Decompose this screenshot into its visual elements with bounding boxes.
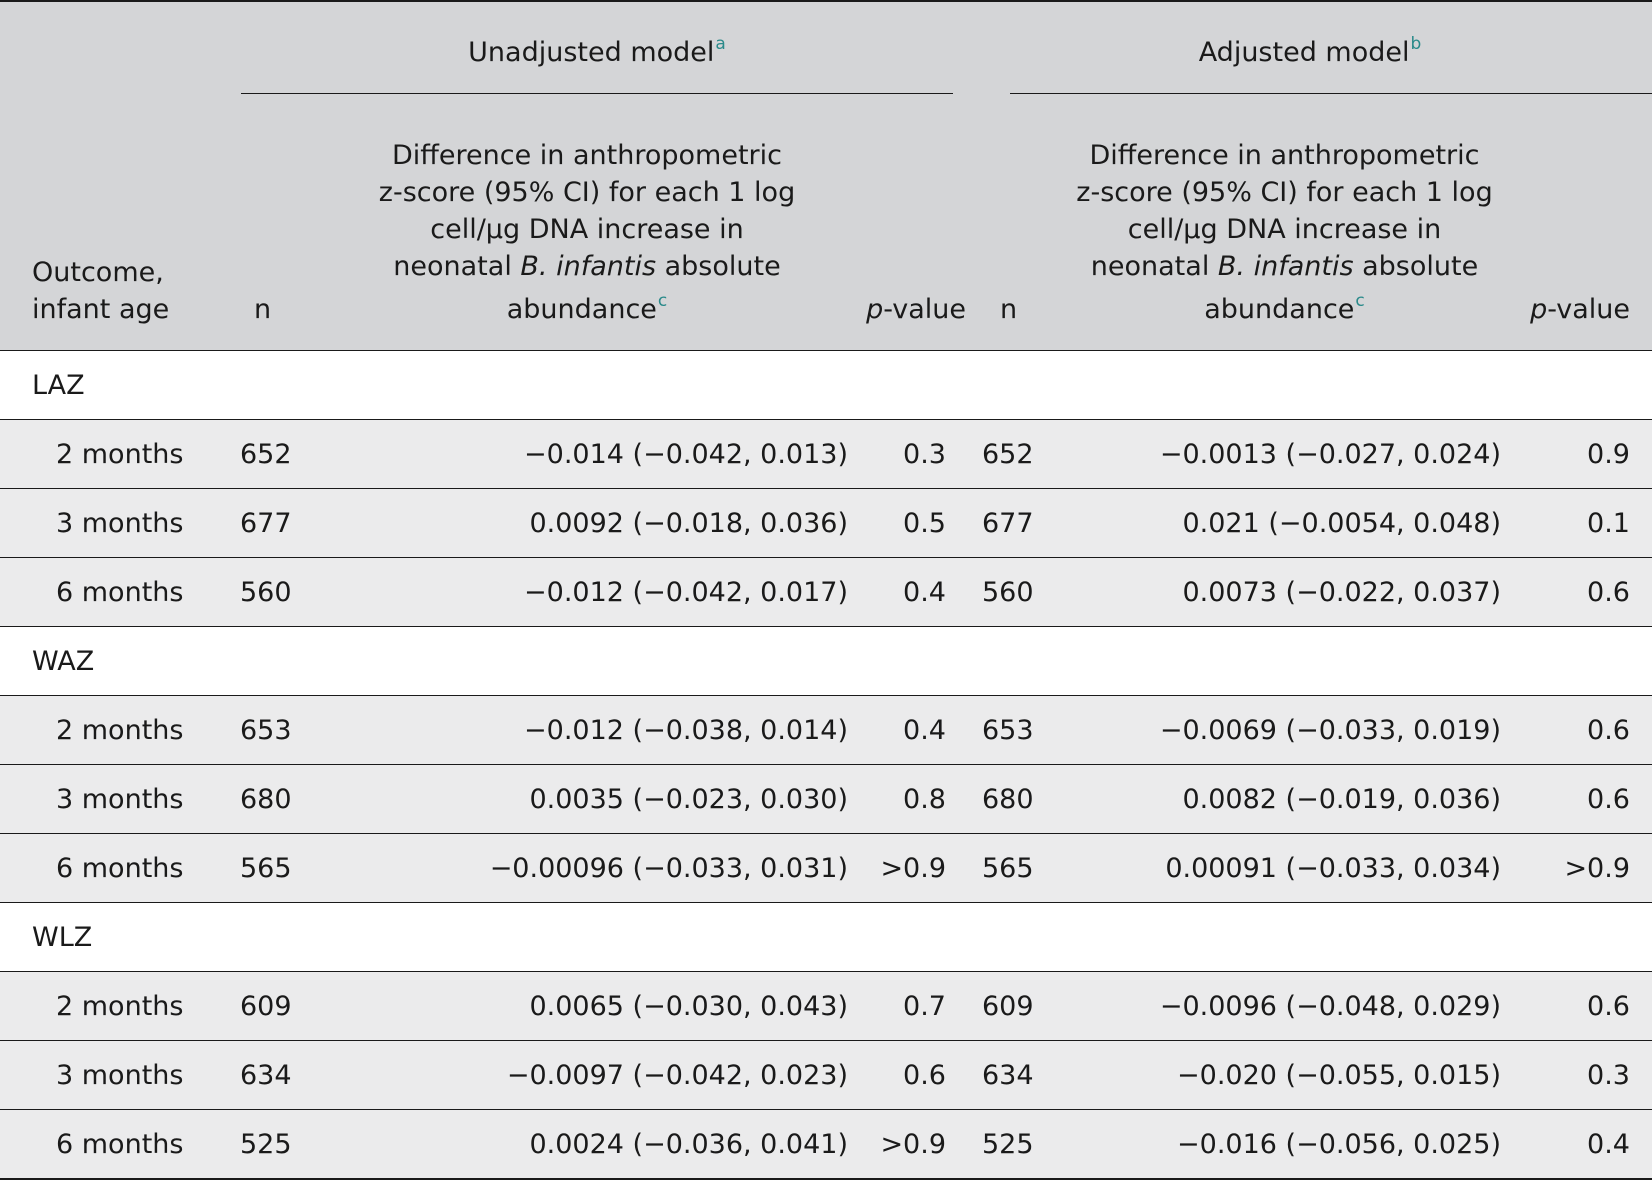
n-unadjusted-cell: 565 [226, 834, 326, 903]
diff-header-species: B. infantis [1217, 251, 1354, 282]
outcome-column-header [0, 94, 226, 351]
n-adjusted-cell: 652 [968, 420, 1068, 489]
unadjusted-footnote-marker: a [715, 34, 726, 54]
adjusted-footnote-marker: b [1410, 34, 1422, 54]
p-value-adjusted-cell: 0.6 [1501, 765, 1652, 834]
p-value-unadjusted-cell: >0.9 [848, 834, 968, 903]
outcome-group-row [0, 627, 1652, 696]
diff-header-line4-pre: neonatal [1090, 251, 1218, 282]
table-row [0, 1110, 1652, 1180]
n-adjusted-cell: 677 [968, 489, 1068, 558]
n-unadjusted-cell: 525 [226, 1110, 326, 1180]
p-value-adjusted-cell: 0.9 [1501, 420, 1652, 489]
diff-header-line1: Difference in anthropometric [392, 140, 782, 171]
adjusted-model-label: Adjusted model [1198, 37, 1410, 68]
unadjusted-model-label: Unadjusted model [468, 37, 715, 68]
column-header-row [0, 94, 1652, 351]
p-value-column-header-adjusted [1501, 94, 1652, 351]
table-row [0, 765, 1652, 834]
diff-header-line3: cell/µg DNA increase in [430, 214, 744, 245]
difference-adjusted-cell: −0.0069 (−0.033, 0.019) [1068, 696, 1501, 765]
table-row [0, 420, 1652, 489]
diff-footnote-marker: c [1355, 291, 1365, 311]
n-adjusted-cell: 560 [968, 558, 1068, 627]
p-value-unadjusted-cell: 0.6 [848, 1041, 968, 1110]
diff-header-line4-pre: neonatal [393, 251, 521, 282]
infant-age-cell: 3 months [0, 489, 226, 558]
p-value-unadjusted-cell: >0.9 [848, 1110, 968, 1180]
outcome-header-line2: infant age [32, 294, 170, 325]
difference-unadjusted-cell: −0.014 (−0.042, 0.013) [326, 420, 848, 489]
infant-age-cell: 2 months [0, 972, 226, 1041]
outcome-group-row [0, 351, 1652, 420]
infant-age-cell: 6 months [0, 558, 226, 627]
infant-age-cell: 2 months [0, 420, 226, 489]
diff-header-species: B. infantis [520, 251, 657, 282]
difference-unadjusted-cell: 0.0065 (−0.030, 0.043) [326, 972, 848, 1041]
diff-header-line4 [326, 248, 848, 285]
p-value-unadjusted-cell: 0.8 [848, 765, 968, 834]
n-unadjusted-cell: 677 [226, 489, 326, 558]
n-unadjusted-cell: 609 [226, 972, 326, 1041]
p-value-unadjusted-cell: 0.7 [848, 972, 968, 1041]
p-value-unadjusted-cell: 0.5 [848, 489, 968, 558]
difference-unadjusted-cell: 0.0024 (−0.036, 0.041) [326, 1110, 848, 1180]
difference-unadjusted-cell: 0.0035 (−0.023, 0.030) [326, 765, 848, 834]
table-header [0, 1, 1652, 351]
n-header-label: n [1000, 294, 1018, 325]
diff-header-line5-text: abundance [1204, 294, 1355, 325]
difference-adjusted-cell: 0.00091 (−0.033, 0.034) [1068, 834, 1501, 903]
infant-age-cell: 3 months [0, 765, 226, 834]
table-row [0, 834, 1652, 903]
difference-adjusted-cell: −0.0013 (−0.027, 0.024) [1068, 420, 1501, 489]
n-adjusted-cell: 680 [968, 765, 1068, 834]
p-value-adjusted-cell: 0.4 [1501, 1110, 1652, 1180]
outcome-group-label: WAZ [0, 627, 1652, 696]
difference-column-header-adjusted [1068, 94, 1501, 351]
p-value-adjusted-cell: 0.6 [1501, 558, 1652, 627]
table-row [0, 558, 1652, 627]
diff-header-line5 [326, 285, 848, 328]
diff-header-line4-post: absolute [656, 251, 781, 282]
unadjusted-span-rule [241, 93, 953, 94]
diff-footnote-marker: c [657, 291, 668, 311]
outcome-group-label: WLZ [0, 903, 1652, 972]
infant-age-cell: 3 months [0, 1041, 226, 1110]
n-adjusted-cell: 634 [968, 1041, 1068, 1110]
difference-adjusted-cell: −0.016 (−0.056, 0.025) [1068, 1110, 1501, 1180]
difference-unadjusted-cell: −0.012 (−0.042, 0.017) [326, 558, 848, 627]
n-adjusted-cell: 525 [968, 1110, 1068, 1180]
difference-adjusted-cell: 0.021 (−0.0054, 0.048) [1068, 489, 1501, 558]
n-unadjusted-cell: 652 [226, 420, 326, 489]
p-value-adjusted-cell: >0.9 [1501, 834, 1652, 903]
n-unadjusted-cell: 653 [226, 696, 326, 765]
n-column-header-adjusted [968, 94, 1068, 351]
table-row [0, 489, 1652, 558]
p-header-italic: p [1530, 294, 1548, 325]
infant-age-cell: 6 months [0, 834, 226, 903]
infant-age-cell: 2 months [0, 696, 226, 765]
n-unadjusted-cell: 560 [226, 558, 326, 627]
diff-header-line2: z-score (95% CI) for each 1 log [378, 177, 796, 208]
difference-adjusted-cell: −0.020 (−0.055, 0.015) [1068, 1041, 1501, 1110]
p-value-column-header-unadjusted [848, 94, 968, 351]
n-column-header-unadjusted [226, 94, 326, 351]
p-value-unadjusted-cell: 0.3 [848, 420, 968, 489]
unadjusted-model-header [226, 2, 968, 94]
outcome-header-line1: Outcome, [32, 257, 164, 288]
difference-unadjusted-cell: −0.0097 (−0.042, 0.023) [326, 1041, 848, 1110]
diff-header-line1: Difference in anthropometric [1089, 140, 1480, 171]
p-value-unadjusted-cell: 0.4 [848, 696, 968, 765]
p-value-adjusted-cell: 0.3 [1501, 1041, 1652, 1110]
n-header-label: n [254, 294, 272, 325]
n-adjusted-cell: 653 [968, 696, 1068, 765]
table-body [0, 351, 1652, 1180]
n-adjusted-cell: 609 [968, 972, 1068, 1041]
p-header-rest: -value [1547, 294, 1630, 325]
n-adjusted-cell: 565 [968, 834, 1068, 903]
table-row [0, 972, 1652, 1041]
difference-column-header-unadjusted [326, 94, 848, 351]
n-unadjusted-cell: 680 [226, 765, 326, 834]
infant-age-cell: 6 months [0, 1110, 226, 1180]
difference-unadjusted-cell: −0.012 (−0.038, 0.014) [326, 696, 848, 765]
difference-adjusted-cell: 0.0073 (−0.022, 0.037) [1068, 558, 1501, 627]
table-row [0, 696, 1652, 765]
adjusted-model-header [968, 2, 1652, 94]
p-value-unadjusted-cell: 0.4 [848, 558, 968, 627]
difference-adjusted-cell: −0.0096 (−0.048, 0.029) [1068, 972, 1501, 1041]
outcome-group-row [0, 903, 1652, 972]
adjusted-span-rule [1010, 93, 1652, 94]
p-value-adjusted-cell: 0.6 [1501, 696, 1652, 765]
difference-unadjusted-cell: 0.0092 (−0.018, 0.036) [326, 489, 848, 558]
outcome-group-label: LAZ [0, 351, 1652, 420]
diff-header-line5 [1068, 285, 1501, 328]
diff-header-line3: cell/µg DNA increase in [1127, 214, 1442, 245]
table-row [0, 1041, 1652, 1110]
difference-unadjusted-cell: −0.00096 (−0.033, 0.031) [326, 834, 848, 903]
p-value-adjusted-cell: 0.6 [1501, 972, 1652, 1041]
p-header-rest: -value [883, 294, 966, 325]
p-value-adjusted-cell: 0.1 [1501, 489, 1652, 558]
diff-header-line5-text: abundance [506, 294, 657, 325]
diff-header-line2: z-score (95% CI) for each 1 log [1076, 177, 1493, 208]
n-unadjusted-cell: 634 [226, 1041, 326, 1110]
diff-header-line4 [1068, 248, 1501, 285]
p-header-italic: p [866, 294, 884, 325]
difference-adjusted-cell: 0.0082 (−0.019, 0.036) [1068, 765, 1501, 834]
diff-header-line4-post: absolute [1353, 251, 1479, 282]
model-group-header-row [0, 2, 1652, 94]
